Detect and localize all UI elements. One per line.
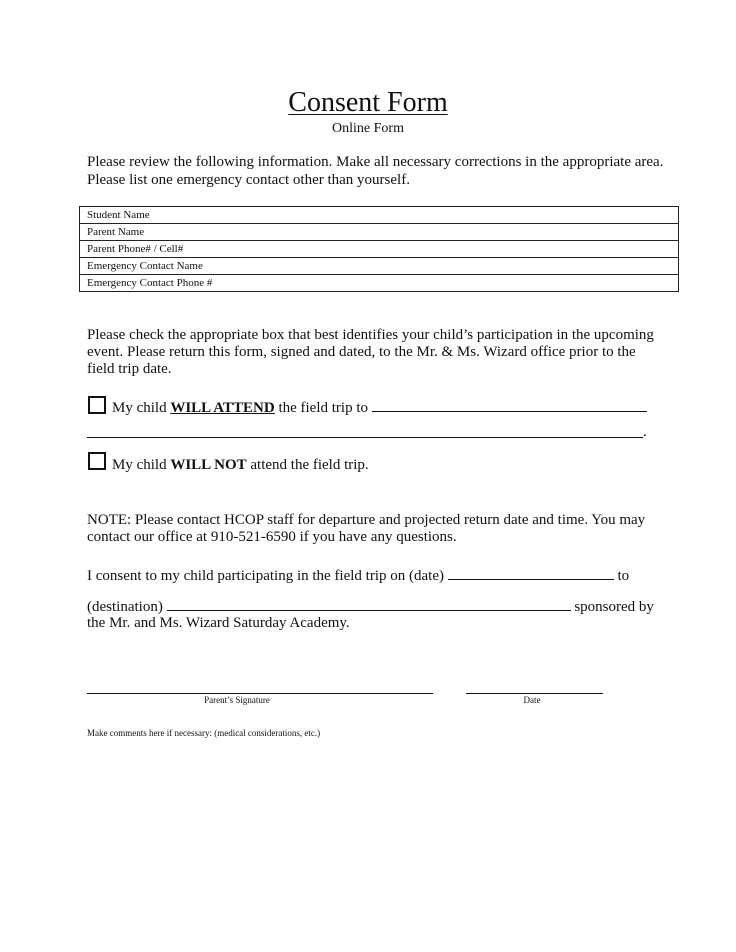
parent-signature-label: Parent’s Signature [204, 695, 270, 705]
intro-line-2: Please list one emergency contact other than yourself. [87, 172, 410, 188]
destination-continuation-blank[interactable] [87, 437, 643, 438]
will-not-bold: WILL NOT [170, 457, 247, 473]
will-attend-checkbox[interactable] [88, 396, 106, 414]
page-subtitle: Online Form [332, 121, 404, 136]
will-not-attend-checkbox[interactable] [88, 452, 106, 470]
consent-line-2: (destination) sponsored by [87, 599, 654, 615]
destination-blank[interactable] [372, 410, 647, 412]
info-table [79, 206, 679, 292]
consent-line-3: the Mr. and Ms. Wizard Saturday Academy. [87, 615, 350, 631]
instructions-line-1: Please check the appropriate box that best identifies your child’s participation in the upcoming [87, 327, 654, 343]
destination-field-blank[interactable] [167, 609, 571, 611]
table-row[interactable] [80, 275, 679, 292]
table-row[interactable] [80, 258, 679, 275]
instructions-line-3: field trip date. [87, 361, 172, 377]
parent-phone-field[interactable]: Parent Phone# / Cell# [80, 241, 679, 258]
date-signature-line[interactable] [466, 693, 603, 694]
will-attend-label: My child WILL ATTEND the field trip to [112, 400, 647, 417]
date-blank[interactable] [448, 578, 614, 580]
date-signature-label: Date [523, 695, 541, 705]
table-row[interactable] [80, 207, 679, 224]
emergency-contact-phone-field[interactable]: Emergency Contact Phone # [80, 275, 679, 292]
note-line-2: contact our office at 910-521-6590 if you have any questions. [87, 529, 457, 545]
table-row[interactable] [80, 224, 679, 241]
line-end-period: . [643, 424, 647, 440]
page-title: Consent Form [288, 87, 448, 118]
emergency-contact-name-field[interactable]: Emergency Contact Name [80, 258, 679, 275]
intro-line-1: Please review the following information. Make all necessary corrections in the appropriate area. [87, 154, 664, 170]
will-not-attend-label: My child WILL NOT attend the field trip. [112, 457, 369, 473]
will-attend-bold: WILL ATTEND [170, 400, 275, 416]
parent-name-field[interactable]: Parent Name [80, 224, 679, 241]
note-line-1: NOTE: Please contact HCOP staff for departure and projected return date and time. You may [87, 512, 646, 528]
instructions-line-2: event. Please return this form, signed and dated, to the Mr. & Ms. Wizard office prior to the [87, 344, 636, 360]
comments-label: Make comments here if necessary: (medical considerations, etc.) [87, 728, 321, 738]
consent-line-1: I consent to my child participating in the field trip on (date) to [87, 568, 630, 584]
parent-signature-line[interactable] [87, 693, 433, 694]
student-name-field[interactable]: Student Name [80, 207, 679, 224]
table-row[interactable] [80, 241, 679, 258]
